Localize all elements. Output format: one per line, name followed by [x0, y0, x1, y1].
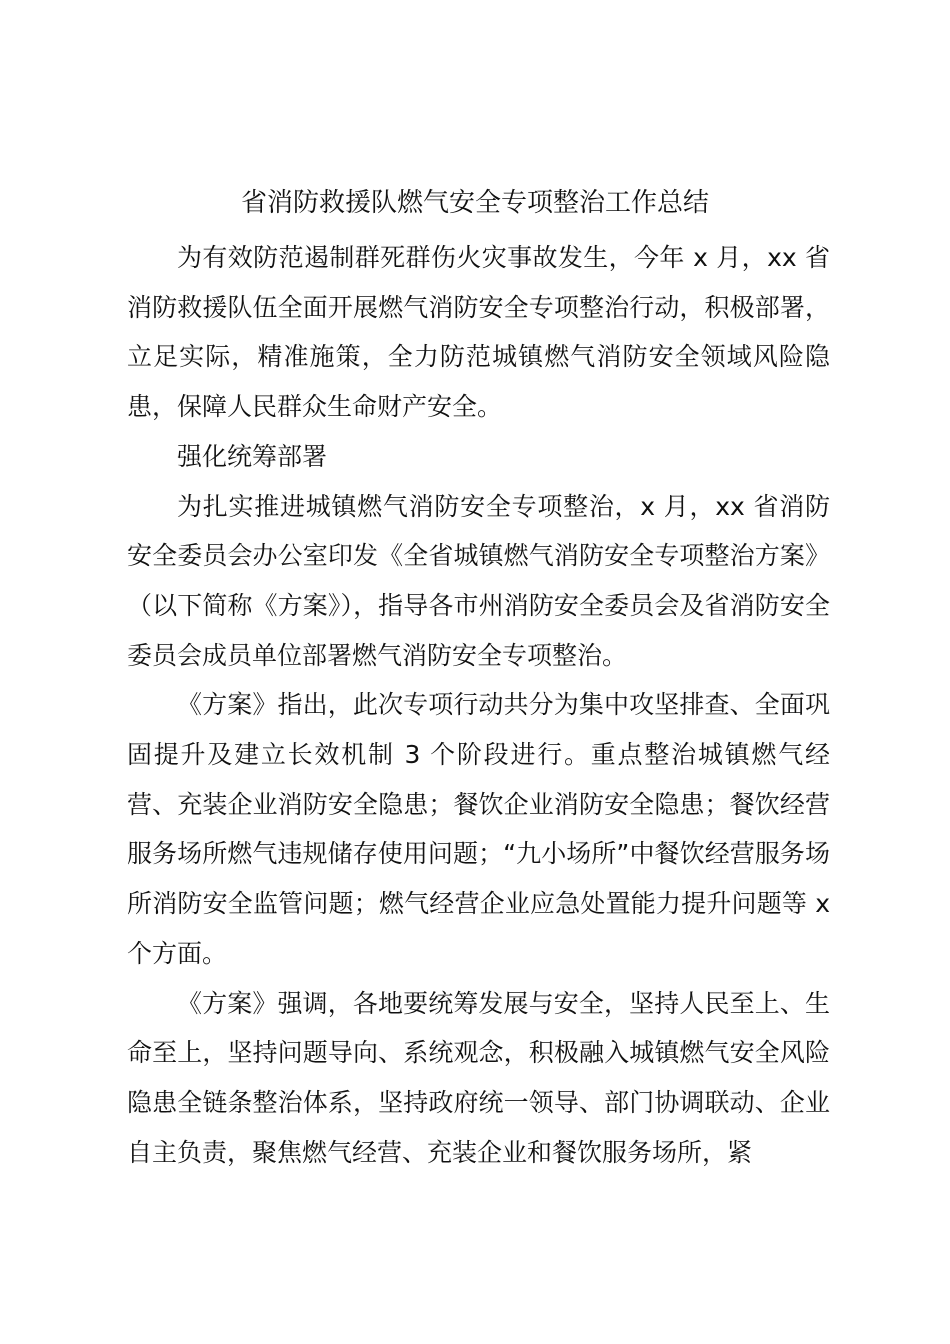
paragraph-intro: 为有效防范遏制群死群伤火灾事故发生，今年 x 月，xx 省消防救援队伍全面开展燃气消防安全专项整治行动，积极部署，立足实际，精准施策，全力防范城镇燃气消防安全领域风险隐患，保障人民群众生命财产安全。	[127, 243, 830, 422]
paragraph-plan-issued: 为扎实推进城镇燃气消防安全专项整治，x 月，xx 省消防安全委员会办公室印发《全省城镇燃气消防安全专项整治方案》（以下简称《方案》），指导各市州消防安全委员会及省消防安全委员会成员单位部署燃气消防安全专项整治。	[127, 491, 830, 670]
document-title: 省消防救援队燃气安全专项整治工作总结	[240, 188, 709, 218]
paragraph-plan-points: 《方案》指出，此次专项行动共分为集中攻坚排查、全面巩固提升及建立长效机制 3 个阶段进行。重点整治城镇燃气经营、充装企业消防安全隐患；餐饮企业消防安全隐患；餐饮经营服务场所燃气违规储存使用问题；“九小场所”中餐饮经营服务场所消防安全监管问题；燃气经营企业应急处置能力提升问题等 x 个方面。	[127, 690, 830, 968]
paragraph-plan-emphasis: 《方案》强调，各地要统筹发展与安全，坚持人民至上、生命至上，坚持问题导向、系统观念，积极融入城镇燃气安全风险隐患全链条整治体系，坚持政府统一领导、部门协调联动、企业自主负责，聚焦燃气经营、充装企业和餐饮服务场所，紧	[127, 988, 830, 1167]
section-heading: 强化统筹部署	[177, 441, 328, 471]
document-body	[127, 233, 830, 1177]
